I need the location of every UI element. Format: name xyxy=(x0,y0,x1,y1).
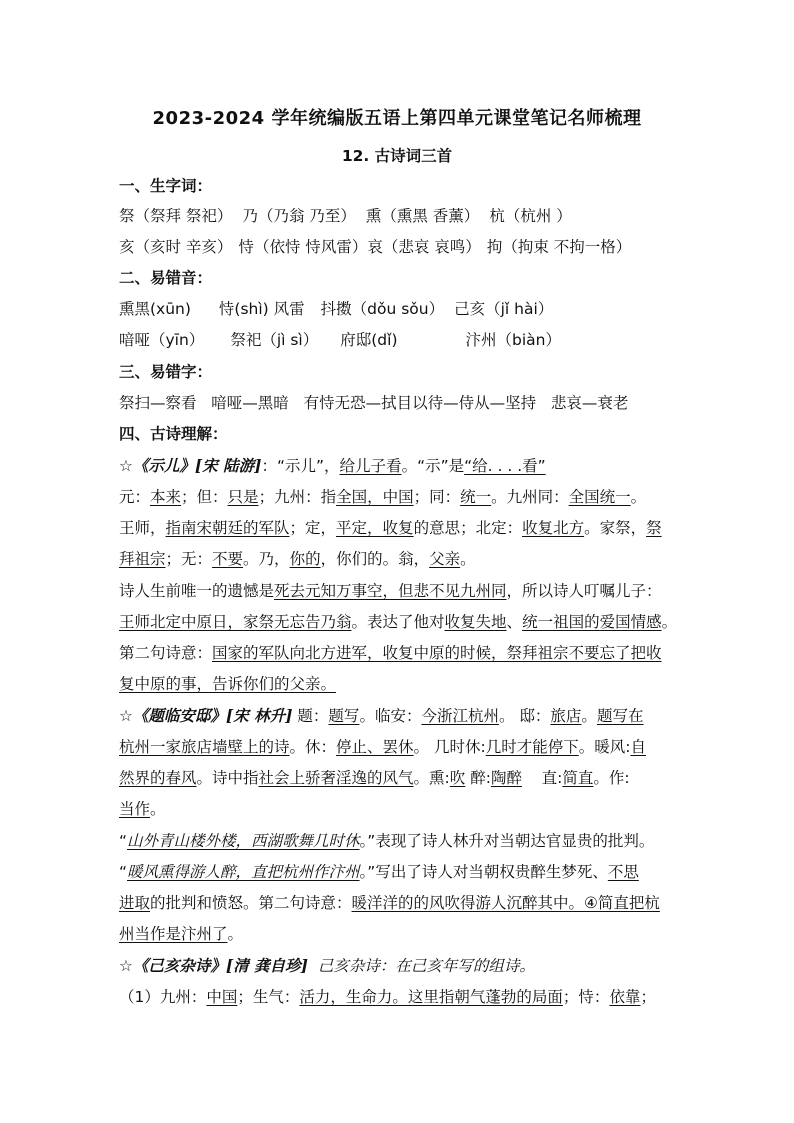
text-span: 直: xyxy=(521,769,563,787)
pron-item: 府邸(dǐ) xyxy=(340,331,398,349)
poem2-line-2 xyxy=(119,736,679,758)
text-span: 醉: xyxy=(465,769,491,787)
text-span: 、 xyxy=(506,613,523,631)
pronunciation-row-2 xyxy=(119,329,679,351)
text-span: 。熏: xyxy=(413,769,450,787)
poem1-line-8 xyxy=(119,673,679,695)
text-span: ：“示儿”， xyxy=(261,457,340,475)
text-span: 全国，中国 xyxy=(336,488,414,506)
text-span: 进取 xyxy=(119,894,151,912)
poem-title: 《题临安邸》[宋 林升] xyxy=(132,706,293,725)
text-span: 题： xyxy=(292,707,329,725)
text-span: 依靠 xyxy=(609,988,641,1006)
text-span: 指南宋朝廷的军队 xyxy=(165,519,290,537)
text-span: 。 xyxy=(581,707,597,725)
poem1-line-2 xyxy=(119,486,679,508)
text-span: 。 xyxy=(460,550,476,568)
text-span: ；但： xyxy=(181,488,228,506)
text-span: 王师北定中原日，家祭无忘告乃翁 xyxy=(119,613,352,631)
poem2-line-7 xyxy=(119,892,679,914)
text-span: ；九州：指 xyxy=(258,488,337,506)
text-span: 。 xyxy=(227,925,244,943)
text-span: 陶醉 xyxy=(490,769,522,787)
vocab-item: 亥（亥时 辛亥） xyxy=(119,238,233,256)
text-span: 统一祖国的爱国情感 xyxy=(522,613,662,631)
text-span: 收复北方 xyxy=(522,519,585,537)
text-span: 。”表现了诗人林升对当朝达官显贵的批判。 xyxy=(359,832,655,850)
pronunciation-row-1 xyxy=(119,298,679,320)
characters-row: 祭扫—察看 喑哑—黑暗 有恃无恐—拭目以待—侍从—坚持 悲哀—衰老 xyxy=(119,394,629,412)
poem2-line-6 xyxy=(119,861,679,883)
poem2-line-4 xyxy=(119,798,679,820)
text-span: 杭州一家旅店墙壁上的诗 xyxy=(119,738,290,756)
text-span: ；恃： xyxy=(562,988,610,1006)
vocab-item: 哀（悲哀 哀鸣） xyxy=(367,238,481,256)
text-span: 简直 xyxy=(562,769,594,787)
star-icon: ☆ xyxy=(119,457,133,475)
text-span: 暖风熏得游人醉，直把杭州作汴州 xyxy=(127,863,360,881)
text-span: 不思 xyxy=(607,863,639,881)
text-span: 。暖风: xyxy=(578,738,631,756)
text-span: （1）九州： xyxy=(119,988,207,1006)
poem1-line-5 xyxy=(119,580,679,602)
text-span: 吹 xyxy=(449,769,466,787)
text-span: 只是 xyxy=(227,488,259,506)
text-span: 的意思；北定： xyxy=(413,519,523,537)
text-span: 给儿子看 xyxy=(339,457,402,475)
vocab-row-1 xyxy=(119,205,679,227)
text-span: “给. . . .看” xyxy=(464,457,546,475)
vocab-row-2 xyxy=(119,236,679,258)
text-span: 州当作是汴州了 xyxy=(119,925,228,943)
text-span: ； xyxy=(640,988,656,1006)
text-span: 。 xyxy=(150,800,166,818)
text-span: 。九州同： xyxy=(491,488,569,506)
poem2-line-1 xyxy=(119,705,679,727)
poem2-line-3 xyxy=(119,767,679,789)
star-icon: ☆ xyxy=(119,957,133,975)
text-span: 王师， xyxy=(119,519,166,537)
text-span: 复中原的事，告诉你们的父亲。 xyxy=(119,675,337,693)
text-span: ；同： xyxy=(413,488,461,506)
poem2-line-5 xyxy=(119,830,679,852)
text-span: 不要 xyxy=(212,550,244,568)
text-span: “ xyxy=(119,832,128,850)
pron-item: 恃(shì) 风雷 xyxy=(218,300,305,318)
text-span: 。 xyxy=(661,613,678,631)
text-span: 。作: xyxy=(593,769,630,787)
section-heading-vocab: 一、生字词： xyxy=(119,177,213,195)
text-span: 。家祭， xyxy=(584,519,647,537)
text-span: 中国 xyxy=(206,988,238,1006)
poem1-line-6 xyxy=(119,611,679,633)
text-span: 题写 xyxy=(328,707,360,725)
text-span: 。休： xyxy=(289,738,337,756)
vocab-item: 拘（拘束 不拘一格） xyxy=(486,238,632,256)
pron-item: 熏黑(xūn) xyxy=(119,300,191,318)
text-span: “ xyxy=(119,863,128,881)
poem-title: 《己亥杂诗》[清 龚自珍] xyxy=(132,956,308,975)
text-span: 全国统一 xyxy=(568,488,631,506)
star-icon: ☆ xyxy=(119,707,133,725)
text-span: 收复失地 xyxy=(444,613,507,631)
text-span: 。“示”是 xyxy=(401,457,465,475)
poem1-line-1 xyxy=(119,455,679,477)
text-span: 父亲 xyxy=(429,550,461,568)
section-heading-pronunciation: 二、易错音： xyxy=(119,269,213,287)
text-span: 当作 xyxy=(119,800,151,818)
text-span: 暖洋洋的的风吹得游人沉醉其中。④简直把杭 xyxy=(351,894,660,912)
vocab-item: 熏（熏黑 香薰） xyxy=(365,207,480,225)
vocab-item: 乃（乃翁 乃至） xyxy=(242,207,356,225)
text-span: 祭 xyxy=(646,519,662,537)
poem1-line-4 xyxy=(119,548,679,570)
vocab-item: 祭（祭拜 祭祀） xyxy=(119,207,233,225)
text-span: 。 邸： xyxy=(498,707,551,725)
text-span: 诗人生前唯一的遗憾是 xyxy=(119,582,275,600)
text-span: 旅店 xyxy=(550,707,582,725)
text-span: 然界的春风 xyxy=(119,769,197,787)
text-span: 国家的军队向北方进军，收复中原的时候，祭拜祖宗不要忘了把收 xyxy=(212,644,662,662)
text-span: 己亥杂诗：在己亥年写的组诗。 xyxy=(307,957,535,975)
poem3-line-2 xyxy=(119,986,679,1008)
text-span: 你的 xyxy=(289,550,321,568)
vocab-item: 杭（杭州 ） xyxy=(489,207,572,225)
section-heading-poems: 四、古诗理解： xyxy=(119,425,228,443)
text-span: ；无： xyxy=(165,550,213,568)
text-span: 题写在 xyxy=(596,707,644,725)
text-span: 的批判和愤怒。第二句诗意： xyxy=(150,894,352,912)
text-span: ；生气： xyxy=(237,988,300,1006)
section-heading-characters: 三、易错字： xyxy=(119,363,213,381)
text-span: 几时才能停下 xyxy=(485,738,579,756)
text-span: 今浙江杭州 xyxy=(421,707,499,725)
pron-item: 喑哑（yīn） xyxy=(119,331,205,349)
text-span: 活力，生命力。这里指朝气蓬勃的局面 xyxy=(299,988,563,1006)
text-span: 。 xyxy=(630,488,647,506)
text-span: 统一 xyxy=(460,488,492,506)
text-span: 第二句诗意： xyxy=(119,644,213,662)
text-span: 。临安： xyxy=(359,707,422,725)
pron-item: 抖擞（dǒu sǒu） xyxy=(320,300,445,318)
text-span: 。表达了他对 xyxy=(351,613,445,631)
poem1-line-3 xyxy=(119,517,679,539)
poem2-line-8 xyxy=(119,923,679,945)
text-span: 社会上骄奢淫逸的风气 xyxy=(258,769,414,787)
text-span: 。 几时休: xyxy=(413,738,486,756)
text-span: 元： xyxy=(119,488,151,506)
text-span: 。诗中指 xyxy=(196,769,259,787)
text-span: 死去元知万事空，但悲不见九州同 xyxy=(274,582,507,600)
poem3-line-1 xyxy=(119,955,679,977)
text-span: 平定，收复 xyxy=(336,519,414,537)
document-title: 2023-2024 学年统编版五语上第四单元课堂笔记名师梳理 xyxy=(152,108,642,129)
text-span: 停止、罢休 xyxy=(336,738,414,756)
vocab-item: 恃（依恃 恃风雷） xyxy=(238,238,368,256)
text-span: 拜祖宗 xyxy=(119,550,166,568)
pron-item: 己亥（jǐ hài） xyxy=(454,300,554,318)
text-span: 自 xyxy=(630,738,646,756)
poem1-line-7 xyxy=(119,642,679,664)
text-span: ；定， xyxy=(289,519,337,537)
pron-item: 祭祀（jì sì） xyxy=(230,331,319,349)
lesson-title: 12. 古诗词三首 xyxy=(341,147,453,165)
text-span: 山外青山楼外楼，西湖歌舞几时休 xyxy=(127,832,360,850)
text-span: 。乃， xyxy=(243,550,290,568)
text-span: ，你们的。翁， xyxy=(320,550,430,568)
text-span: ，所以诗人叮嘱儿子： xyxy=(506,582,662,600)
text-span: 。”写出了诗人对当朝权贵醉生梦死、 xyxy=(359,863,608,881)
text-span: 本来 xyxy=(150,488,182,506)
poem-title: 《示儿》[宋 陆游] xyxy=(132,456,262,475)
pron-item: 汴州（biàn） xyxy=(465,331,561,349)
